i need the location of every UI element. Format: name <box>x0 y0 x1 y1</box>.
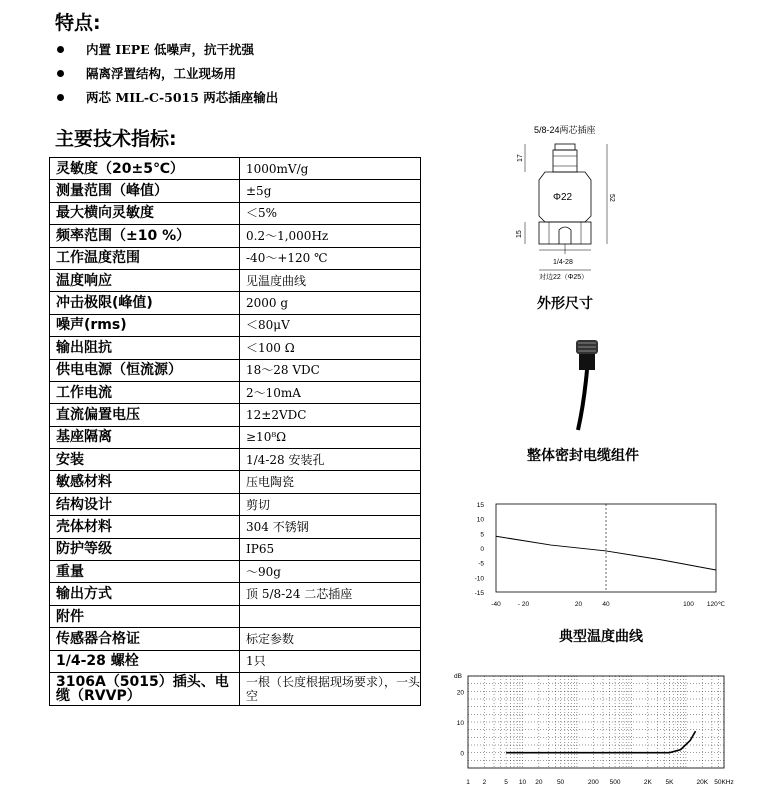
feature-text: 两芯 MIL-C-5015 两芯插座输出 <box>86 90 279 105</box>
bullet-icon <box>57 94 64 101</box>
y-tick-label: 10 <box>476 516 484 524</box>
spec-row <box>50 426 421 448</box>
spec-row <box>50 538 421 560</box>
spec-label: 输出方式 <box>50 583 240 605</box>
spec-row <box>50 381 421 403</box>
y-tick-label: 15 <box>476 502 484 509</box>
x-tick-label: 20 <box>574 601 583 608</box>
spec-label: 传感器合格证 <box>50 628 240 650</box>
spec-row <box>50 605 421 627</box>
dim-52-label: 52 <box>608 194 615 202</box>
y-tick-label: -5 <box>478 560 484 568</box>
y-tick-label: 20 <box>456 689 464 697</box>
spec-value: 标定参数 <box>240 628 421 650</box>
thread-label: 1/4-28 <box>553 259 573 266</box>
x-tick-label: 20K <box>696 779 709 786</box>
spec-value: 304 不锈钢 <box>240 516 421 538</box>
spec-row <box>50 292 421 314</box>
spec-value: ＜80μV <box>240 314 421 336</box>
spec-value: ±5g <box>240 180 421 202</box>
feature-text: 内置 IEPE 低噪声，抗干扰强 <box>86 42 255 57</box>
feature-item <box>57 40 254 58</box>
spec-label: 结构设计 <box>50 493 240 515</box>
feature-text: 隔离浮置结构，工业现场用 <box>86 66 237 81</box>
spec-label: 噪声(rms) <box>50 314 240 336</box>
x-tick-label: 500 <box>609 779 621 786</box>
spec-row <box>50 516 421 538</box>
spec-row <box>50 314 421 336</box>
spec-label: 防护等级 <box>50 538 240 560</box>
spec-row <box>50 225 421 247</box>
spec-row <box>50 337 421 359</box>
spec-label: 直流偏置电压 <box>50 404 240 426</box>
chart-frame <box>468 676 724 768</box>
y-tick-label: 10 <box>456 720 464 727</box>
spec-label: 灵敏度（20±5℃） <box>50 158 240 180</box>
features-heading: 特点: <box>55 12 101 34</box>
spec-row <box>50 449 421 471</box>
spec-row <box>50 247 421 269</box>
frequency-chart <box>448 668 748 792</box>
spec-value: 12±2VDC <box>240 404 421 426</box>
frequency-series-line <box>506 731 695 752</box>
spec-label: 附件 <box>50 605 240 627</box>
spec-label: 工作电流 <box>50 381 240 403</box>
spec-row <box>50 404 421 426</box>
dim-17-label: 17 <box>517 154 524 162</box>
bullet-icon <box>57 46 64 53</box>
y-tick-label: 0 <box>480 546 484 553</box>
x-tick-label: 40 <box>602 601 610 608</box>
spec-value: 顶 5/8-24 二芯插座 <box>240 583 421 605</box>
dim-15-label: 15 <box>516 230 523 238</box>
spec-value: 1只 <box>240 650 421 672</box>
x-tick-label: 50 <box>556 779 565 786</box>
spec-value: ≥10⁸Ω <box>240 426 421 448</box>
spec-label: 1/4-28 螺栓 <box>50 650 240 672</box>
spec-value: 2～10mA <box>240 381 421 403</box>
spec-label: 供电电源（恒流源） <box>50 359 240 381</box>
spec-row <box>50 672 421 705</box>
spec-row <box>50 269 421 291</box>
spec-row <box>50 359 421 381</box>
x-tick-label: 10 <box>518 779 527 786</box>
y-tick-label: -15 <box>474 590 484 597</box>
feature-item <box>57 88 278 106</box>
temperature-chart-title: 典型温度曲线 <box>559 629 643 645</box>
spec-value <box>240 605 421 627</box>
x-tick-label: 1 <box>466 779 470 786</box>
spec-value: IP65 <box>240 538 421 560</box>
hex-label: 对边22（Φ25） <box>539 274 589 281</box>
spec-value: ＜100 Ω <box>240 337 421 359</box>
x-tick-label: - 20 <box>517 601 530 608</box>
spec-value: -40～+120 ℃ <box>240 247 421 269</box>
spec-row <box>50 158 421 180</box>
spec-row <box>50 583 421 605</box>
spec-table <box>49 157 421 706</box>
spec-value: 1/4-28 安装孔 <box>240 449 421 471</box>
spec-label: 测量范围（峰值） <box>50 180 240 202</box>
spec-label: 频率范围（±10 %） <box>50 225 240 247</box>
y-tick-label: 5 <box>480 531 484 539</box>
spec-value: 一根（长度根据现场要求），一头空 <box>240 672 421 705</box>
diameter-label: Φ22 <box>553 192 573 203</box>
cable-image <box>560 332 620 432</box>
spec-table-body <box>50 158 421 706</box>
connector-label: 5/8-24两芯插座 <box>534 125 596 135</box>
spec-label: 3106A（5015）插头、电缆（RVVP） <box>50 672 240 705</box>
spec-value: ＜5% <box>240 202 421 224</box>
x-tick-label: 2 <box>482 779 487 786</box>
x-tick-label: 5 <box>504 779 508 786</box>
feature-item <box>57 64 236 82</box>
y-unit-label: dB <box>454 673 462 680</box>
x-tick-label: 120℃ <box>706 601 726 608</box>
spec-label: 敏感材料 <box>50 471 240 493</box>
spec-label: 基座隔离 <box>50 426 240 448</box>
y-tick-label: 0 <box>460 750 464 758</box>
spec-label: 冲击极限(峰值) <box>50 292 240 314</box>
spec-row <box>50 471 421 493</box>
x-tick-label: 50KHz <box>714 779 734 786</box>
spec-label: 安装 <box>50 449 240 471</box>
spec-row <box>50 493 421 515</box>
specs-heading: 主要技术指标: <box>55 128 177 150</box>
temperature-chart <box>470 496 730 612</box>
spec-value: 压电陶瓷 <box>240 471 421 493</box>
spec-value: 18～28 VDC <box>240 359 421 381</box>
x-tick-label: 200 <box>587 779 599 786</box>
x-tick-label: 100 <box>683 601 694 608</box>
x-tick-label: -40 <box>491 601 501 608</box>
spec-value: 1000mV/g <box>240 158 421 180</box>
cable-caption: 整体密封电缆组件 <box>527 448 639 464</box>
spec-value: 2000 g <box>240 292 421 314</box>
x-tick-label: 20 <box>535 779 543 786</box>
dimension-drawing <box>515 136 625 284</box>
spec-value: ～90g <box>240 561 421 583</box>
spec-row <box>50 650 421 672</box>
spec-row <box>50 561 421 583</box>
spec-label: 重量 <box>50 561 240 583</box>
spec-label: 温度响应 <box>50 269 240 291</box>
x-tick-label: 2K <box>643 779 652 786</box>
spec-value: 见温度曲线 <box>240 269 421 291</box>
dimension-caption: 外形尺寸 <box>537 296 593 312</box>
spec-label: 输出阻抗 <box>50 337 240 359</box>
spec-label: 最大横向灵敏度 <box>50 202 240 224</box>
spec-row <box>50 202 421 224</box>
spec-value: 剪切 <box>240 493 421 515</box>
spec-label: 壳体材料 <box>50 516 240 538</box>
spec-value: 0.2～1,000Hz <box>240 225 421 247</box>
spec-label: 工作温度范围 <box>50 247 240 269</box>
x-tick-label: 5K <box>665 779 674 786</box>
y-tick-label: -10 <box>474 575 484 583</box>
bullet-icon <box>57 70 64 77</box>
spec-row <box>50 180 421 202</box>
spec-row <box>50 628 421 650</box>
